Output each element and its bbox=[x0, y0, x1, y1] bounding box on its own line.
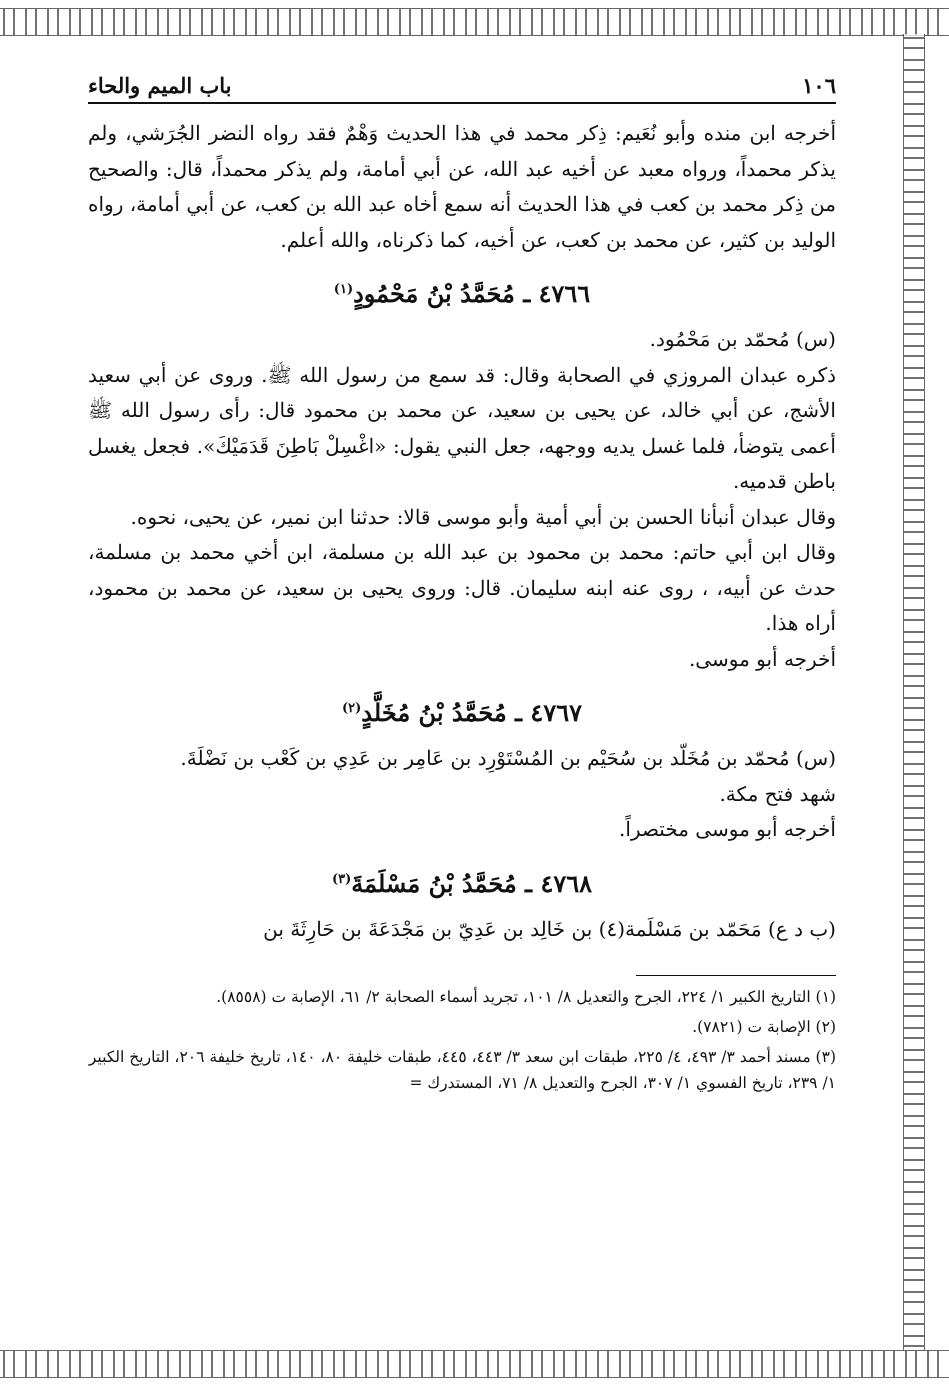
footnote: (٢) الإصابة ت (٧٨٢١). bbox=[692, 1018, 836, 1036]
footnote: (١) التاريخ الكبير ١/ ٢٢٤، الجرح والتعديل ٨/ ١٠١، تجريد أسماء الصحابة ٢/ ٦١، الإصابة ت (٨٥٥٨). bbox=[216, 988, 836, 1006]
footnote-ref: (٣) bbox=[331, 871, 352, 887]
decorative-border-right bbox=[903, 34, 925, 1350]
intro-paragraph: أخرجه ابن منده وأبو نُعَيم: ذِكر محمد في هذا الحديث وَهْمٌ فقد رواه النضر الجُرَشي، ولم يذكر محمداً، ورواه معبد عن أخيه عبد الله، عن أبي أمامة، ولم يذكر محمداً، قال: والصحيح من ذِكر محمد بن كعب في هذا الحديث أنه سمع أخاه عبد الله بن كعب، عن أبي أمامة، رواه الوليد بن كثير، عن محمد بن كعب، عن أخيه، كما ذكرناه، والله أعلم. bbox=[88, 121, 836, 252]
main-text bbox=[88, 116, 836, 947]
running-title: باب الميم والحاء bbox=[88, 73, 232, 98]
page-number: ١٠٦ bbox=[802, 73, 836, 98]
entry-heading-4767 bbox=[88, 691, 836, 731]
entry-title: ٤٧٦٦ ـ مُحَمَّدُ بْنُ مَحْمُودٍ bbox=[353, 279, 591, 308]
footnote: (٣) مسند أحمد ٣/ ٤٩٣، ٤/ ٢٢٥، طبقات ابن سعد ٣/ ٤٤٣، ٤٤٥، طبقات خليفة ٨٠، ١٤٠، تاريخ خليفة ٢٠٦، التاريخ الكبير ١/ ٢٣٩، تاريخ الفسوي ١/ ٣٠٧، الجرح والتعديل ٨/ ٧١، المستدرك = bbox=[88, 1048, 836, 1092]
entry-line: (ب د ع) مَحَمّد بن مَسْلَمة(٤) بن خَالِد بن عَدِيّ بن مَجْدَعَةَ بن حَارِثَةَ بن bbox=[263, 916, 836, 941]
entry-line: وقال ابن أبي حاتم: محمد بن محمود بن عبد الله بن مسلمة، ابن أخي محمد بن مسلمة، حدث عن أبيه، ، روى عنه ابنه سليمان. قال: وروى يحيى بن سعيد، عن محمد بن محمود، أراه هذا. bbox=[88, 540, 836, 635]
decorative-border-top bbox=[0, 8, 949, 36]
entry-title: ٤٧٦٨ ـ مُحَمَّدُ بْنُ مَسْلَمَةَ bbox=[351, 868, 593, 898]
entry-line: (س) مُحمّد بن مَحْمُود. bbox=[649, 327, 836, 351]
footnote-ref: (١) bbox=[333, 282, 354, 297]
entry-heading-4768 bbox=[88, 862, 836, 902]
running-header bbox=[88, 60, 836, 104]
entry-title: ٤٧٦٧ ـ مُحَمَّدُ بْنُ مُخَلَّدٍ bbox=[361, 698, 582, 727]
entry-line: شهد فتح مكة. bbox=[719, 781, 836, 806]
book-page bbox=[88, 60, 836, 1330]
footnote-separator bbox=[636, 975, 836, 976]
entry-heading-4766 bbox=[88, 272, 836, 312]
footnotes bbox=[88, 984, 836, 1096]
entry-line: أخرجه أبو موسى. bbox=[688, 646, 836, 671]
footnote-ref: (٢) bbox=[342, 701, 362, 716]
entry-line: أخرجه أبو موسى مختصراً. bbox=[619, 817, 836, 841]
decorative-border-bottom bbox=[0, 1350, 949, 1378]
entry-line: (س) مُحمّد بن مُخَلّد بن سُحَيْم بن المُسْتَوْرِد بن عَامِر بن عَدِي بن كَعْب بن نَضْلَةَ. bbox=[180, 746, 836, 770]
entry-line: ذكره عبدان المروزي في الصحابة وقال: قد سمع من رسول الله ﷺ. وروى عن أبي سعيد الأشج، عن أبي خالد، عن يحيى بن سعيد، عن محمد بن محمود قال: رأى رسول الله ﷺ أعمى يتوضأ، فلما غسل يديه ووجهه، جعل النبي يقول: «اغْسِلْ بَاطِنَ قَدَمَيْكَ». فجعل يغسل باطن قدميه. bbox=[88, 362, 836, 493]
entry-line: وقال عبدان أنبأنا الحسن بن أبي أمية وأبو موسى قالا: حدثنا ابن نمير، عن يحيى، نحوه. bbox=[130, 504, 836, 529]
